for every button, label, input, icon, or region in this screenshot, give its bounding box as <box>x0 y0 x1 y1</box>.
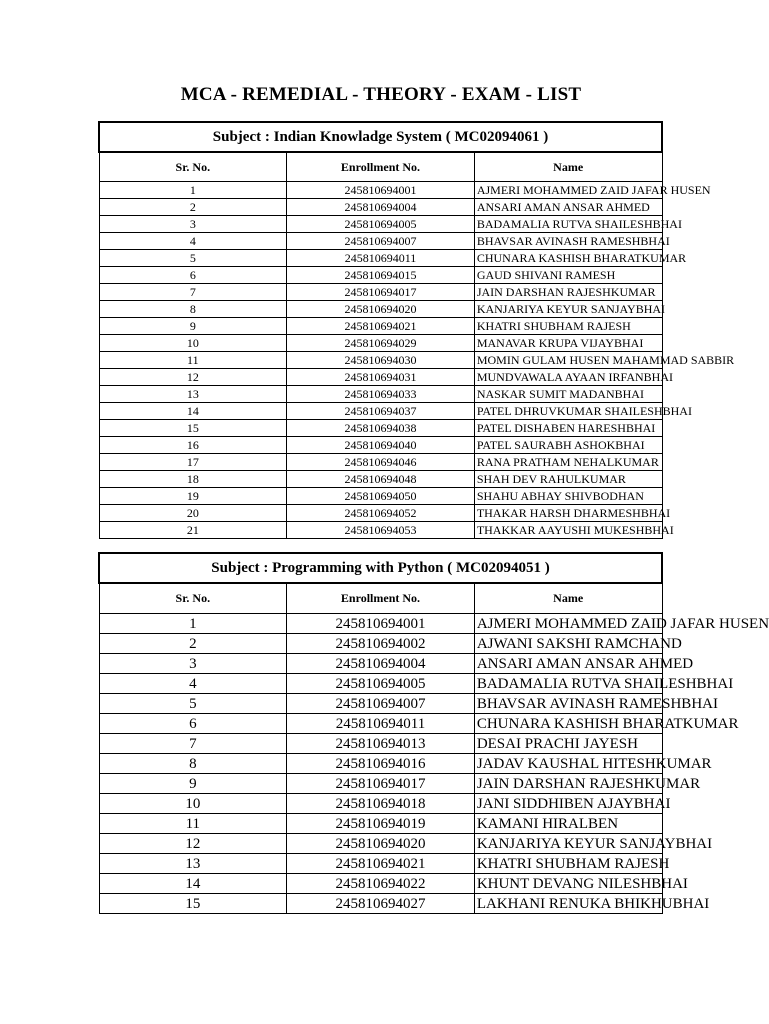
enrollment-cell: 245810694037 <box>287 403 475 420</box>
name-cell: THAKAR HARSH DHARMESHBHAI <box>474 505 662 522</box>
sr-no-cell: 10 <box>99 794 287 814</box>
name-cell: JADAV KAUSHAL HITESHKUMAR <box>474 754 662 774</box>
table-row <box>99 834 662 854</box>
table-row <box>99 874 662 894</box>
sr-no-cell: 3 <box>99 216 287 233</box>
enrollment-cell: 245810694015 <box>287 267 475 284</box>
enrollment-cell: 245810694011 <box>287 714 475 734</box>
sr-no-cell: 4 <box>99 674 287 694</box>
enrollment-cell: 245810694017 <box>287 774 475 794</box>
subject-table-ikc <box>98 121 735 539</box>
sr-no-cell: 21 <box>99 522 287 539</box>
enrollment-cell: 245810694038 <box>287 420 475 437</box>
subject-heading: Subject : Programming with Python ( MC02094051 ) <box>99 553 662 583</box>
name-cell: AJMERI MOHAMMED ZAID JAFAR HUSEN <box>474 182 662 199</box>
name-cell: ANSARI AMAN ANSAR AHMED <box>474 654 662 674</box>
name-cell: KHUNT DEVANG NILESHBHAI <box>474 874 662 894</box>
page-title: MCA - REMEDIAL - THEORY - EXAM - LIST <box>180 84 582 105</box>
table-row <box>99 182 662 199</box>
column-header-name: Name <box>474 583 662 614</box>
sr-no-cell: 12 <box>99 834 287 854</box>
name-cell: BHAVSAR AVINASH RAMESHBHAI <box>474 233 662 250</box>
enrollment-cell: 245810694053 <box>287 522 475 539</box>
enrollment-cell: 245810694001 <box>287 614 475 634</box>
table-row <box>99 634 662 654</box>
sr-no-cell: 15 <box>99 420 287 437</box>
table-row <box>99 674 662 694</box>
table-row <box>99 199 662 216</box>
enrollment-cell: 245810694029 <box>287 335 475 352</box>
name-cell: KHATRI SHUBHAM RAJESH <box>474 318 662 335</box>
enrollment-cell: 245810694020 <box>287 301 475 318</box>
column-header-enrollment: Enrollment No. <box>287 152 475 182</box>
table-row <box>99 734 662 754</box>
enrollment-cell: 245810694031 <box>287 369 475 386</box>
name-cell: MOMIN GULAM HUSEN MAHAMMAD SABBIR <box>474 352 662 369</box>
sr-no-cell: 1 <box>99 182 287 199</box>
enrollment-cell: 245810694050 <box>287 488 475 505</box>
table-row <box>99 318 662 335</box>
enrollment-cell: 245810694021 <box>287 318 475 335</box>
table-row <box>99 471 662 488</box>
table-row <box>99 894 662 914</box>
sr-no-cell: 10 <box>99 335 287 352</box>
enrollment-cell: 245810694001 <box>287 182 475 199</box>
sr-no-cell: 14 <box>99 403 287 420</box>
name-cell: KANJARIYA KEYUR SANJAYBHAI <box>474 834 662 854</box>
enrollment-cell: 245810694022 <box>287 874 475 894</box>
name-cell: SHAH DEV RAHULKUMAR <box>474 471 662 488</box>
enrollment-cell: 245810694020 <box>287 834 475 854</box>
name-cell: AJWANI SAKSHI RAMCHAND <box>474 634 662 654</box>
table-row <box>99 614 662 634</box>
sr-no-cell: 1 <box>99 614 287 634</box>
table-row <box>99 250 662 267</box>
name-cell: NASKAR SUMIT MADANBHAI <box>474 386 662 403</box>
name-cell: SHAHU ABHAY SHIVBODHAN <box>474 488 662 505</box>
name-cell: AJMERI MOHAMMED ZAID JAFAR HUSEN <box>474 614 662 634</box>
table-row <box>99 284 662 301</box>
enrollment-cell: 245810694005 <box>287 216 475 233</box>
enrollment-cell: 245810694004 <box>287 654 475 674</box>
enrollment-cell: 245810694002 <box>287 634 475 654</box>
name-cell: DESAI PRACHI JAYESH <box>474 734 662 754</box>
enrollment-cell: 245810694017 <box>287 284 475 301</box>
table-row <box>99 754 662 774</box>
enrollment-cell: 245810694018 <box>287 794 475 814</box>
sr-no-cell: 13 <box>99 854 287 874</box>
table-row <box>99 794 662 814</box>
table-row <box>99 488 662 505</box>
sr-no-cell: 6 <box>99 267 287 284</box>
table-row <box>99 437 662 454</box>
sr-no-cell: 13 <box>99 386 287 403</box>
sr-no-cell: 2 <box>99 199 287 216</box>
table-row <box>99 694 662 714</box>
column-header-name: Name <box>474 152 662 182</box>
name-cell: CHUNARA KASHISH BHARATKUMAR <box>474 714 662 734</box>
sr-no-cell: 20 <box>99 505 287 522</box>
name-cell: ANSARI AMAN ANSAR AHMED <box>474 199 662 216</box>
name-cell: RANA PRATHAM NEHALKUMAR <box>474 454 662 471</box>
table-row <box>99 335 662 352</box>
table-row <box>99 267 662 284</box>
enrollment-cell: 245810694013 <box>287 734 475 754</box>
enrollment-cell: 245810694033 <box>287 386 475 403</box>
sr-no-cell: 18 <box>99 471 287 488</box>
enrollment-cell: 245810694016 <box>287 754 475 774</box>
sr-no-cell: 3 <box>99 654 287 674</box>
column-header-enrollment: Enrollment No. <box>287 583 475 614</box>
table-row <box>99 522 662 539</box>
name-cell: BADAMALIA RUTVA SHAILESHBHAI <box>474 674 662 694</box>
table-row <box>99 454 662 471</box>
sr-no-cell: 7 <box>99 734 287 754</box>
table-row <box>99 216 662 233</box>
sr-no-cell: 8 <box>99 301 287 318</box>
sr-no-cell: 5 <box>99 250 287 267</box>
name-cell: BADAMALIA RUTVA SHAILESHBHAI <box>474 216 662 233</box>
table-row <box>99 233 662 250</box>
enrollment-cell: 245810694046 <box>287 454 475 471</box>
subject-table-python <box>98 552 769 914</box>
enrollment-cell: 245810694052 <box>287 505 475 522</box>
name-cell: PATEL DHRUVKUMAR SHAILESHBHAI <box>474 403 662 420</box>
sr-no-cell: 2 <box>99 634 287 654</box>
sr-no-cell: 7 <box>99 284 287 301</box>
sr-no-cell: 9 <box>99 318 287 335</box>
sr-no-cell: 11 <box>99 352 287 369</box>
name-cell: JANI SIDDHIBEN AJAYBHAI <box>474 794 662 814</box>
enrollment-cell: 245810694005 <box>287 674 475 694</box>
sr-no-cell: 6 <box>99 714 287 734</box>
sr-no-cell: 12 <box>99 369 287 386</box>
sr-no-cell: 14 <box>99 874 287 894</box>
sr-no-cell: 17 <box>99 454 287 471</box>
table-row <box>99 352 662 369</box>
name-cell: MUNDVAWALA AYAAN IRFANBHAI <box>474 369 662 386</box>
name-cell: LAKHANI RENUKA BHIKHUBHAI <box>474 894 662 914</box>
enrollment-cell: 245810694030 <box>287 352 475 369</box>
name-cell: KANJARIYA KEYUR SANJAYBHAI <box>474 301 662 318</box>
name-cell: CHUNARA KASHISH BHARATKUMAR <box>474 250 662 267</box>
table-row <box>99 505 662 522</box>
sr-no-cell: 5 <box>99 694 287 714</box>
sr-no-cell: 8 <box>99 754 287 774</box>
name-cell: PATEL SAURABH ASHOKBHAI <box>474 437 662 454</box>
enrollment-cell: 245810694021 <box>287 854 475 874</box>
name-cell: BHAVSAR AVINASH RAMESHBHAI <box>474 694 662 714</box>
table-row <box>99 774 662 794</box>
enrollment-cell: 245810694007 <box>287 233 475 250</box>
name-cell: THAKKAR AAYUSHI MUKESHBHAI <box>474 522 662 539</box>
table-row <box>99 714 662 734</box>
sr-no-cell: 9 <box>99 774 287 794</box>
column-header-sr-no: Sr. No. <box>99 583 287 614</box>
table-row <box>99 369 662 386</box>
name-cell: MANAVAR KRUPA VIJAYBHAI <box>474 335 662 352</box>
column-header-sr-no: Sr. No. <box>99 152 287 182</box>
name-cell: JAIN DARSHAN RAJESHKUMAR <box>474 284 662 301</box>
subject-heading: Subject : Indian Knowladge System ( MC02094061 ) <box>99 122 662 152</box>
name-cell: PATEL DISHABEN HARESHBHAI <box>474 420 662 437</box>
enrollment-cell: 245810694040 <box>287 437 475 454</box>
sr-no-cell: 16 <box>99 437 287 454</box>
sr-no-cell: 11 <box>99 814 287 834</box>
table-row <box>99 814 662 834</box>
enrollment-cell: 245810694011 <box>287 250 475 267</box>
enrollment-cell: 245810694004 <box>287 199 475 216</box>
name-cell: JAIN DARSHAN RAJESHKUMAR <box>474 774 662 794</box>
name-cell: KHATRI SHUBHAM RAJESH <box>474 854 662 874</box>
table-row <box>99 854 662 874</box>
table-row <box>99 301 662 318</box>
enrollment-cell: 245810694007 <box>287 694 475 714</box>
name-cell: KAMANI HIRALBEN <box>474 814 662 834</box>
sr-no-cell: 15 <box>99 894 287 914</box>
table-row <box>99 654 662 674</box>
table-row <box>99 420 662 437</box>
table-row <box>99 386 662 403</box>
sr-no-cell: 4 <box>99 233 287 250</box>
enrollment-cell: 245810694027 <box>287 894 475 914</box>
name-cell: GAUD SHIVANI RAMESH <box>474 267 662 284</box>
table-row <box>99 403 662 420</box>
enrollment-cell: 245810694019 <box>287 814 475 834</box>
enrollment-cell: 245810694048 <box>287 471 475 488</box>
sr-no-cell: 19 <box>99 488 287 505</box>
